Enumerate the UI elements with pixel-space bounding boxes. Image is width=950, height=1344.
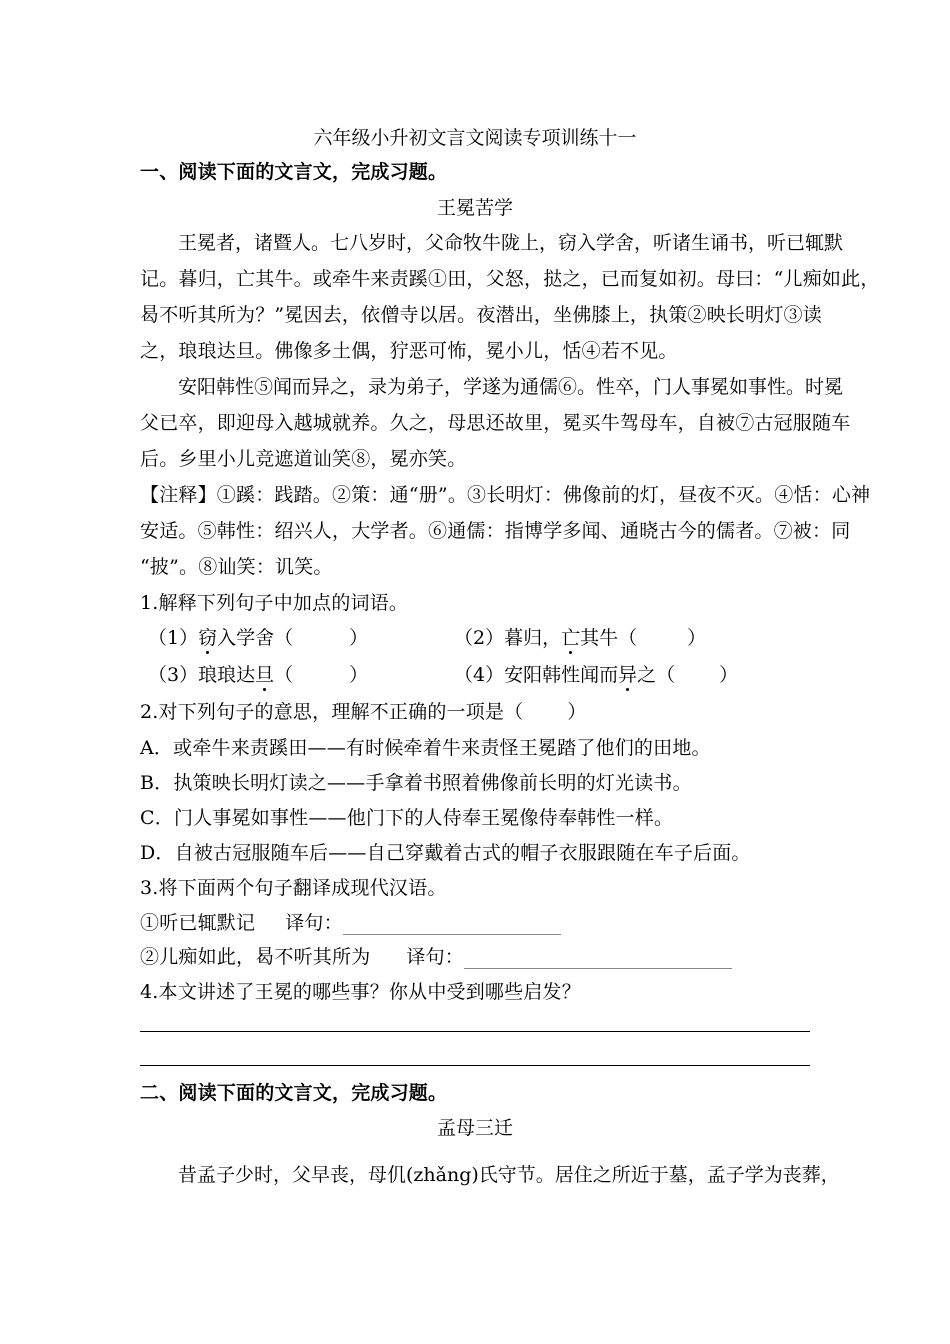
passage2-title: 孟母三迁 — [436, 1117, 513, 1139]
question3-stem: 3.将下面两个句子翻译成现代汉语。 — [140, 877, 447, 899]
question2-option-a: A．或牵牛来责蹊田——有时候牵着牛来责怪王冕踏了他们的田地。 — [140, 737, 711, 759]
question1-item-1: （1）窃入学舍（ ） — [148, 627, 369, 649]
answer-space[interactable] — [523, 706, 567, 724]
passage1-line: 王冕者，诸暨人。七八岁时，父命牧牛陇上，窃入学舍，听诸生诵书，听已辄默 — [178, 232, 844, 254]
section2-heading: 二、阅读下面的文言文，完成习题。 — [140, 1082, 448, 1104]
translation-blank[interactable] — [464, 950, 732, 969]
question3-item-2: ②儿痴如此，曷不听其所为 译句： — [140, 945, 732, 969]
answer-space[interactable] — [675, 669, 719, 687]
question1-item-3: （3）琅琅达旦（ ） — [148, 664, 369, 686]
dotted-word: 旦 — [255, 664, 275, 686]
passage1-line: 曷不听其所为？”冕因去，依僧寺以居。夜潜出，坐佛膝上，执策②映长明灯③读 — [140, 304, 822, 326]
passage1-title: 王冕苦学 — [436, 197, 513, 219]
question2-stem: 2.对下列句子的意思，理解不正确的一项是（ ） — [140, 701, 587, 723]
answer-space[interactable] — [293, 632, 349, 650]
passage1-line: 父已卒，即迎母入越城就养。久之，母思还故里，冕买牛驾母车，自被⑦古冠服随车 — [140, 412, 851, 434]
translation-blank[interactable] — [343, 916, 561, 935]
notes-line: 安适。⑤韩性：绍兴人，大学者。⑥通儒：指博学多闻、通晓古今的儒者。⑦被：同 — [140, 520, 851, 542]
passage1-line: 后。乡里小儿竞遮道讪笑⑧，冕亦笑。 — [140, 448, 467, 470]
question4-stem: 4.本文讲述了王冕的哪些事？你从中受到哪些启发？ — [140, 981, 581, 1003]
notes-line: “披”。⑧讪笑：讥笑。 — [140, 556, 333, 578]
question1-stem: 1.解释下列句子中加点的词语。 — [140, 592, 409, 614]
dotted-word: 亡 — [561, 627, 581, 649]
notes-line: 【注释】①蹊：践踏。②策：通“册”。③长明灯：佛像前的灯，昼夜不灭。④恬：心神 — [140, 484, 871, 506]
dotted-word: 异 — [618, 664, 638, 686]
answer-space[interactable] — [293, 669, 349, 687]
answer-line[interactable] — [140, 1031, 810, 1032]
question1-item-4: （4）安阳韩性闻而异之（ ） — [454, 664, 739, 686]
section1-heading: 一、阅读下面的文言文，完成习题。 — [140, 161, 448, 183]
answer-line[interactable] — [140, 1065, 810, 1066]
answer-space[interactable] — [637, 632, 687, 650]
question2-option-d: D．自被古冠服随车后——自己穿戴着古式的帽子衣服跟随在车子后面。 — [140, 842, 751, 864]
question1-item-2: （2）暮归，亡其牛（ ） — [454, 627, 707, 649]
passage1-line: 安阳韩性⑤闻而异之，录为弟子，学遂为通儒⑥。性卒，门人事冕如事性。时冕 — [178, 376, 844, 398]
passage1-line: 记。暮归，亡其牛。或牵牛来责蹊①田，父怒，挞之，已而复如初。母曰：“儿痴如此， — [140, 268, 880, 290]
question2-option-b: B．执策映长明灯读之——手拿着书照着佛像前长明的灯光读书。 — [140, 772, 692, 794]
passage2-line: 昔孟子少时，父早丧，母仉(zhǎng)氏守节。居住之所近于墓，孟子学为丧葬， — [178, 1164, 840, 1186]
passage1-line: 之，琅琅达旦。佛像多土偶，狞恶可怖，冕小儿，恬④若不见。 — [140, 340, 678, 362]
question2-option-c: C．门人事冕如事性——他门下的人侍奉王冕像侍奉韩性一样。 — [140, 807, 674, 829]
dotted-word: 窃 — [198, 627, 218, 649]
page-title: 六年级小升初文言文阅读专项训练十一 — [313, 127, 637, 149]
question3-item-1: ①听已辄默记 译句： — [140, 911, 561, 935]
